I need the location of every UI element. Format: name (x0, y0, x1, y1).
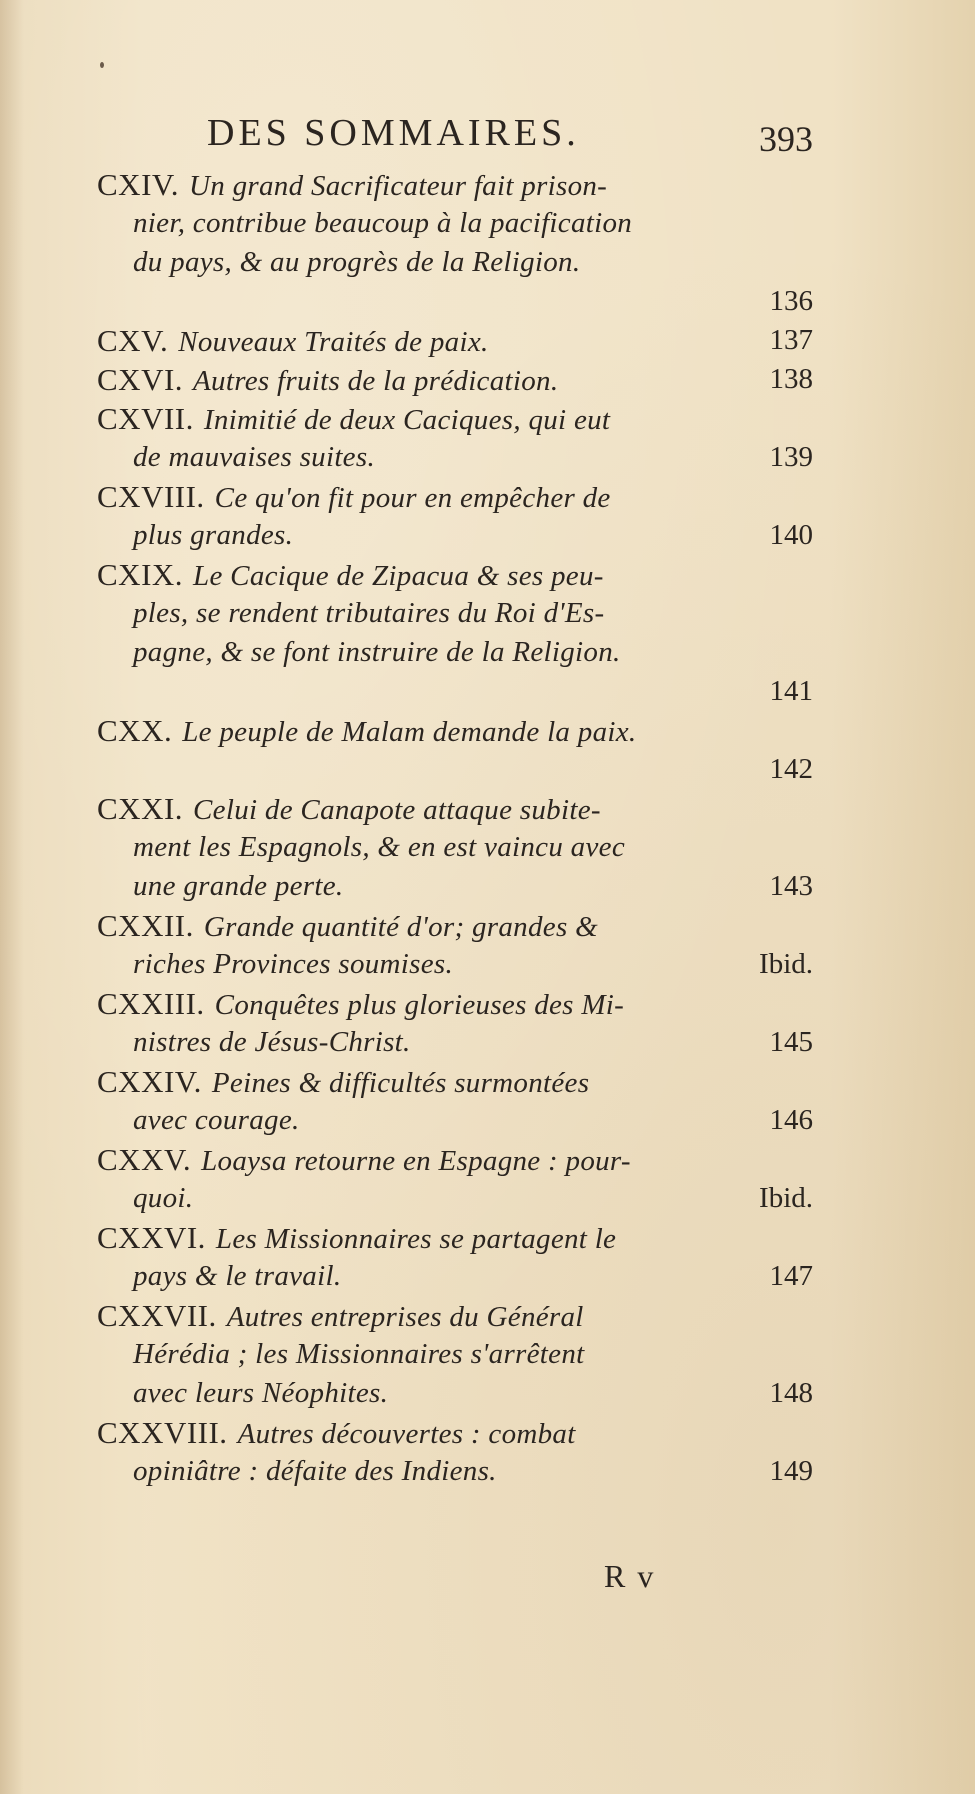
entry-line (97, 594, 813, 633)
entry-page-ref: 140 (769, 519, 813, 551)
entry-number: CXXIII. (97, 986, 205, 1021)
page-header (113, 108, 813, 158)
signature-mark: R v (604, 1558, 656, 1594)
summary-entry (97, 1413, 813, 1491)
entry-text: avec leurs Néophites. (133, 1377, 389, 1409)
entry-text: Autres découvertes : combat (237, 1418, 576, 1450)
entry-line (97, 360, 813, 399)
entry-number: CXVIII. (97, 479, 205, 514)
entry-text: Le peuple de Malam demande la paix. (182, 716, 637, 748)
entry-line (97, 438, 813, 477)
summary-entry (97, 1296, 813, 1413)
entry-page-ref: 136 (769, 285, 813, 317)
entry-line (97, 555, 813, 594)
entry-line (97, 477, 813, 516)
entry-line (97, 945, 813, 984)
entry-text: ples, se rendent tributaires du Roi d'Es- (133, 597, 605, 629)
entry-page-ref: 149 (769, 1455, 813, 1487)
entry-line (97, 1101, 813, 1140)
entry-line (97, 243, 813, 282)
summary-entry (97, 477, 813, 555)
summary-entry (97, 321, 813, 360)
entry-page-ref: 137 (769, 324, 813, 356)
entry-line (97, 1218, 813, 1257)
entry-page-ref: Ibid. (759, 948, 813, 980)
entry-page-ref: 146 (769, 1104, 813, 1136)
entry-number: CXXVII. (97, 1298, 217, 1333)
entry-line (97, 1296, 813, 1335)
entry-text: Nouveaux Traités de paix. (178, 326, 489, 358)
entry-line (97, 984, 813, 1023)
entry-number: CXX. (97, 713, 173, 748)
running-title: DES SOMMAIRES. (207, 112, 580, 154)
entry-number: CXXIV. (97, 1064, 202, 1099)
entry-line (97, 165, 813, 204)
entry-line (97, 828, 813, 867)
entry-line (97, 906, 813, 945)
entry-line (97, 399, 813, 438)
entry-page-ref: 143 (769, 870, 813, 902)
entry-line (97, 1374, 813, 1413)
entry-text: Conquêtes plus glorieuses des Mi- (214, 989, 625, 1021)
summary-entry (97, 1218, 813, 1296)
entry-text: plus grandes. (133, 519, 294, 551)
summary-entry (97, 1140, 813, 1218)
page-edge-shadow (0, 0, 24, 1794)
entry-number: CXXVIII. (97, 1415, 228, 1450)
entry-text: Un grand Sacrificateur fait prison- (189, 170, 608, 202)
entry-line (97, 1023, 813, 1062)
entry-text: Loaysa retourne en Espagne : pour- (201, 1145, 631, 1177)
entry-line (97, 1140, 813, 1179)
entry-number: CXXII. (97, 908, 194, 943)
entry-number: CXVII. (97, 401, 194, 436)
entry-number: CXXI. (97, 791, 184, 826)
summary-entry (97, 555, 813, 711)
entry-text: Celui de Canapote attaque subite- (193, 794, 601, 826)
entry-line (97, 789, 813, 828)
summary-entry (97, 984, 813, 1062)
entry-line (97, 633, 813, 672)
entry-text: pagne, & se font instruire de la Religion. (133, 636, 621, 668)
entry-text: nistres de Jésus-Christ. (133, 1026, 411, 1058)
entry-line (97, 321, 813, 360)
summary-entry (97, 1062, 813, 1140)
entry-page-ref: Ibid. (759, 1182, 813, 1214)
entry-text: avec courage. (133, 1104, 300, 1136)
entry-text: Le Cacique de Zipacua & ses peu- (193, 560, 604, 592)
entry-text: Peines & difficultés surmontées (211, 1067, 590, 1099)
entry-line (97, 204, 813, 243)
entry-line (97, 1452, 813, 1491)
entry-text: Inimitié de deux Caciques, qui eut (203, 404, 611, 436)
entry-text: Autres fruits de la prédication. (193, 365, 559, 397)
entry-number: CXIV. (97, 167, 180, 202)
summary-entry (97, 165, 813, 321)
entry-line (97, 1062, 813, 1101)
entry-number: CXVI. (97, 362, 184, 397)
entry-text: pays & le travail. (133, 1260, 342, 1292)
entry-text: riches Provinces soumises. (133, 948, 454, 980)
entry-page-ref: 141 (769, 675, 813, 707)
entry-line (97, 672, 813, 711)
entry-line (97, 516, 813, 555)
ink-speck (100, 62, 104, 68)
entry-line (97, 867, 813, 906)
entry-text: du pays, & au progrès de la Religion. (133, 246, 581, 278)
entry-number: CXV. (97, 323, 169, 358)
entry-number: CXXVI. (97, 1220, 206, 1255)
entry-text: nier, contribue beaucoup à la pacification (133, 207, 633, 239)
entry-line (97, 1335, 813, 1374)
summary-entry (97, 399, 813, 477)
entry-text: ment les Espagnols, & en est vaincu avec (133, 831, 625, 863)
summary-entry (97, 711, 813, 789)
entry-line (97, 1413, 813, 1452)
entry-line (97, 711, 813, 750)
summary-entry (97, 360, 813, 399)
entry-page-ref: 148 (769, 1377, 813, 1409)
entry-number: CXIX. (97, 557, 184, 592)
summary-entries (97, 165, 813, 1491)
entry-line (97, 1179, 813, 1218)
entry-text: Les Missionnaires se partagent le (215, 1223, 617, 1255)
summary-entry (97, 789, 813, 906)
entry-page-ref: 139 (769, 441, 813, 473)
entry-text: quoi. (133, 1182, 194, 1214)
entry-page-ref: 147 (769, 1260, 813, 1292)
entry-text: Grande quantité d'or; grandes & (203, 911, 598, 943)
entry-page-ref: 138 (769, 363, 813, 395)
summary-entry (97, 906, 813, 984)
entry-page-ref: 142 (769, 753, 813, 785)
entry-page-ref: 145 (769, 1026, 813, 1058)
entry-line (97, 282, 813, 321)
entry-text: opiniâtre : défaite des Indiens. (133, 1455, 497, 1487)
entry-text: Ce qu'on fit pour en empêcher de (214, 482, 611, 514)
entry-text: une grande perte. (133, 870, 344, 902)
entry-text: Hérédia ; les Missionnaires s'arrêtent (133, 1338, 585, 1370)
entry-number: CXXV. (97, 1142, 192, 1177)
entry-text: Autres entreprises du Général (226, 1301, 584, 1333)
entry-line (97, 750, 813, 789)
entry-text: de mauvaises suites. (133, 441, 375, 473)
page-number: 393 (759, 119, 813, 159)
entry-line (97, 1257, 813, 1296)
